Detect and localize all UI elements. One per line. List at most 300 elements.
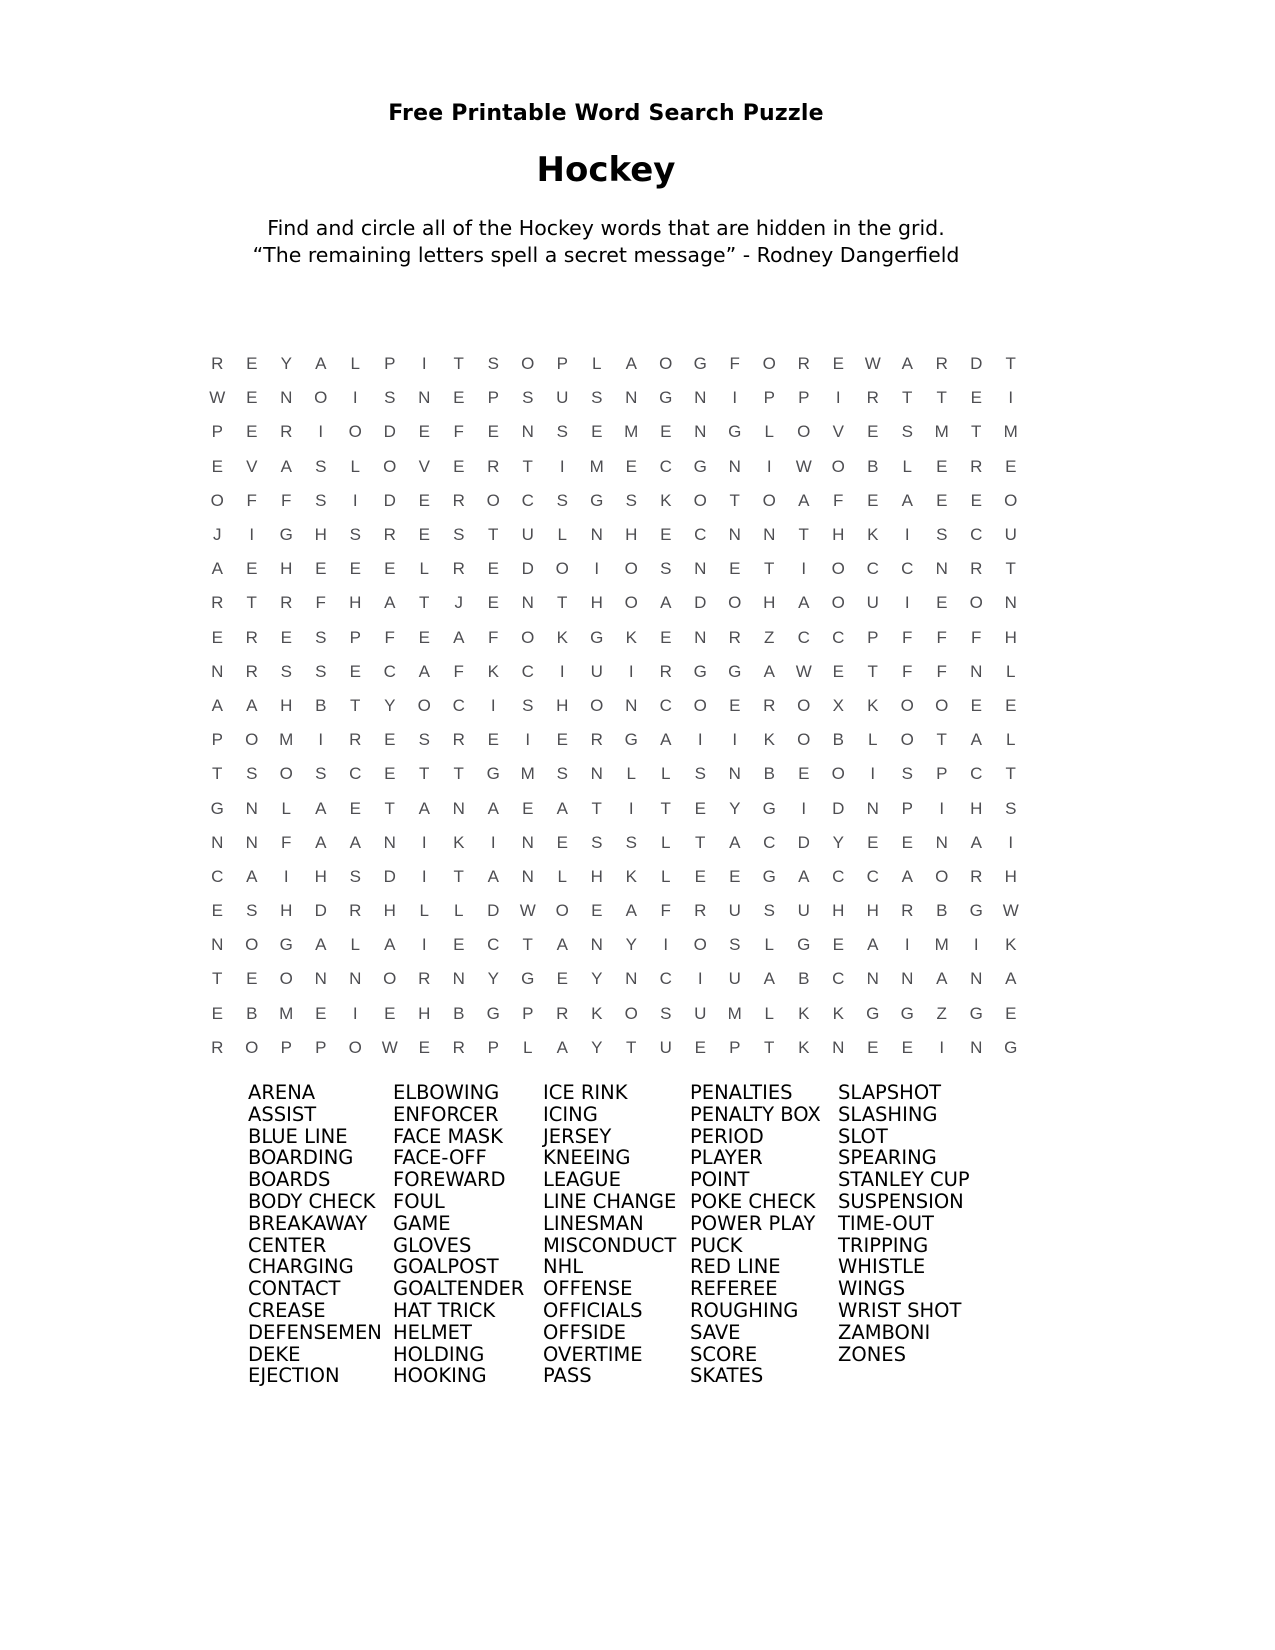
grid-letter-r20-c18: K	[798, 1003, 810, 1023]
word-list-item: NHL	[543, 1255, 584, 1279]
grid-letter-r19-c1: T	[212, 969, 223, 989]
grid-letter-r14-c13: I	[628, 798, 634, 818]
grid-letter-r17-c4: D	[314, 901, 327, 921]
grid-letter-r7-c17: T	[764, 559, 775, 579]
grid-letter-r8-c23: O	[969, 593, 983, 613]
grid-letter-r21-c4: P	[315, 1037, 327, 1057]
grid-letter-r3-c16: G	[728, 422, 742, 442]
grid-letter-r16-c18: A	[798, 866, 810, 886]
grid-letter-r16-c8: T	[453, 866, 464, 886]
grid-letter-r14-c10: E	[522, 798, 534, 818]
grid-letter-r4-c2: V	[246, 456, 258, 476]
grid-letter-r21-c20: E	[867, 1037, 879, 1057]
word-list-item: ENFORCER	[393, 1102, 499, 1126]
grid-letter-r18-c13: Y	[625, 935, 637, 955]
grid-letter-r19-c23: N	[970, 969, 983, 989]
grid-letter-r19-c9: Y	[487, 969, 499, 989]
grid-letter-r5-c17: O	[762, 490, 776, 510]
grid-letter-r8-c3: R	[280, 593, 293, 613]
grid-letter-r2-c12: S	[591, 388, 603, 408]
word-list-item: ROUGHING	[690, 1298, 799, 1322]
grid-letter-r11-c20: K	[867, 695, 879, 715]
grid-letter-r6-c21: I	[904, 525, 910, 545]
word-list-item: PERIOD	[690, 1124, 764, 1148]
word-list-item: REFEREE	[690, 1277, 778, 1301]
grid-letter-r1-c19: E	[832, 354, 844, 374]
grid-letter-r5-c1: O	[210, 490, 224, 510]
grid-letter-r18-c9: C	[487, 935, 500, 955]
grid-letter-r20-c13: O	[624, 1003, 638, 1023]
grid-letter-r14-c19: D	[832, 798, 845, 818]
grid-letter-r19-c15: I	[697, 969, 703, 989]
word-list-item: BOARDING	[248, 1146, 354, 1170]
grid-letter-r17-c7: L	[419, 901, 429, 921]
grid-letter-r10-c7: A	[418, 661, 430, 681]
grid-letter-r20-c24: E	[1005, 1003, 1017, 1023]
grid-letter-r8-c19: O	[831, 593, 845, 613]
grid-letter-r6-c10: U	[521, 525, 534, 545]
grid-letter-r21-c10: L	[523, 1037, 533, 1057]
grid-letter-r12-c14: A	[660, 730, 672, 750]
grid-letter-r2-c4: O	[314, 388, 328, 408]
grid-letter-r11-c4: B	[315, 695, 327, 715]
word-list-item: BOARDS	[248, 1168, 331, 1192]
grid-letter-r13-c3: O	[279, 764, 293, 784]
grid-letter-r12-c10: I	[525, 730, 531, 750]
grid-letter-r19-c12: Y	[591, 969, 603, 989]
word-list-item: TIME-OUT	[838, 1211, 934, 1235]
grid-letter-r8-c1: R	[211, 593, 224, 613]
grid-letter-r7-c12: I	[594, 559, 600, 579]
word-list-item: SAVE	[690, 1320, 741, 1344]
grid-letter-r21-c14: U	[659, 1037, 672, 1057]
grid-letter-r14-c18: I	[801, 798, 807, 818]
grid-letter-r10-c16: G	[728, 661, 742, 681]
grid-letter-r2-c6: S	[384, 388, 396, 408]
grid-letter-r12-c8: R	[452, 730, 465, 750]
instructions-line-2: “The remaining letters spell a secret message” - Rodney Dangerfield	[252, 243, 960, 267]
word-list-item: ASSIST	[248, 1102, 317, 1126]
grid-letter-r4-c14: C	[659, 456, 672, 476]
grid-letter-r7-c4: E	[315, 559, 327, 579]
grid-letter-r10-c8: F	[453, 661, 464, 681]
page-header: Free Printable Word Search Puzzle	[388, 101, 824, 126]
grid-letter-r1-c10: O	[521, 354, 535, 374]
grid-letter-r15-c4: A	[315, 832, 327, 852]
grid-letter-r9-c10: O	[521, 627, 535, 647]
grid-letter-r15-c12: S	[591, 832, 603, 852]
grid-letter-r1-c11: P	[556, 354, 568, 374]
grid-letter-r11-c10: S	[522, 695, 534, 715]
grid-letter-r20-c17: L	[764, 1003, 774, 1023]
grid-letter-r3-c1: P	[211, 422, 223, 442]
grid-letter-r8-c2: T	[246, 593, 257, 613]
grid-letter-r16-c6: D	[383, 866, 396, 886]
grid-letter-r13-c12: N	[590, 764, 603, 784]
grid-letter-r6-c20: K	[867, 525, 879, 545]
word-list-column-3	[543, 1082, 690, 1387]
grid-letter-r5-c18: A	[798, 490, 810, 510]
grid-letter-r6-c9: T	[488, 525, 499, 545]
grid-letter-r14-c2: N	[245, 798, 258, 818]
grid-letter-r5-c23: E	[970, 490, 982, 510]
grid-letter-r18-c23: I	[973, 935, 979, 955]
grid-letter-r20-c10: P	[522, 1003, 534, 1023]
grid-letter-r14-c23: H	[970, 798, 983, 818]
grid-letter-r12-c3: M	[279, 730, 294, 750]
grid-letter-r13-c22: P	[936, 764, 948, 784]
grid-letter-r16-c11: L	[557, 866, 567, 886]
word-list-item: GAME	[393, 1211, 451, 1235]
grid-letter-r17-c9: D	[487, 901, 500, 921]
grid-letter-r18-c22: M	[934, 935, 949, 955]
grid-letter-r16-c7: I	[421, 866, 427, 886]
grid-letter-r20-c15: U	[694, 1003, 707, 1023]
grid-letter-r19-c4: N	[314, 969, 327, 989]
grid-letter-r18-c14: I	[663, 935, 669, 955]
grid-letter-r20-c11: R	[556, 1003, 569, 1023]
grid-letter-r17-c5: R	[349, 901, 362, 921]
grid-letter-r1-c8: T	[453, 354, 464, 374]
grid-letter-r16-c22: O	[935, 866, 949, 886]
grid-letter-r6-c4: H	[314, 525, 327, 545]
grid-letter-r9-c19: C	[832, 627, 845, 647]
grid-letter-r20-c3: M	[279, 1003, 294, 1023]
grid-letter-r12-c23: A	[970, 730, 982, 750]
grid-letter-r20-c9: G	[486, 1003, 500, 1023]
grid-letter-r18-c15: O	[693, 935, 707, 955]
grid-letter-r10-c10: C	[521, 661, 534, 681]
grid-letter-r13-c1: T	[212, 764, 223, 784]
grid-letter-r7-c1: A	[211, 559, 223, 579]
grid-letter-r16-c21: A	[901, 866, 913, 886]
grid-letter-r17-c11: O	[555, 901, 569, 921]
grid-letter-r1-c20: W	[864, 354, 881, 374]
grid-letter-r10-c11: I	[559, 661, 565, 681]
grid-letter-r9-c5: P	[349, 627, 361, 647]
grid-letter-r5-c24: O	[1004, 490, 1018, 510]
grid-letter-r10-c14: R	[659, 661, 672, 681]
word-list-item: HAT TRICK	[393, 1298, 496, 1322]
grid-letter-r14-c3: L	[281, 798, 291, 818]
grid-letter-r3-c10: N	[521, 422, 534, 442]
grid-letter-r3-c2: E	[246, 422, 258, 442]
grid-letter-r10-c23: N	[970, 661, 983, 681]
grid-letter-r9-c15: N	[694, 627, 707, 647]
grid-letter-r16-c20: C	[866, 866, 879, 886]
grid-letter-r10-c17: A	[763, 661, 775, 681]
grid-letter-r9-c16: R	[728, 627, 741, 647]
word-list-item: SUSPENSION	[838, 1189, 964, 1213]
grid-letter-r19-c3: O	[279, 969, 293, 989]
grid-letter-r15-c22: N	[935, 832, 948, 852]
grid-letter-r7-c13: O	[624, 559, 638, 579]
word-list-item: DEKE	[248, 1342, 301, 1366]
grid-letter-r11-c14: C	[659, 695, 672, 715]
word-list-item: DEFENSEMEN	[248, 1320, 382, 1344]
grid-letter-r9-c14: E	[660, 627, 672, 647]
grid-letter-r3-c21: S	[901, 422, 913, 442]
grid-letter-r19-c5: N	[349, 969, 362, 989]
word-list-item: CENTER	[248, 1233, 327, 1257]
grid-letter-r1-c24: T	[1005, 354, 1016, 374]
grid-letter-r20-c8: B	[453, 1003, 465, 1023]
grid-letter-r15-c1: N	[211, 832, 224, 852]
word-list-column-4	[690, 1082, 838, 1387]
grid-letter-r8-c22: E	[936, 593, 948, 613]
grid-letter-r15-c3: F	[281, 832, 292, 852]
grid-letter-r9-c18: C	[797, 627, 810, 647]
grid-letter-r10-c1: N	[211, 661, 224, 681]
word-list-item: POKE CHECK	[690, 1189, 816, 1213]
grid-letter-r2-c20: R	[866, 388, 879, 408]
grid-letter-r14-c4: A	[315, 798, 327, 818]
grid-letter-r19-c14: C	[659, 969, 672, 989]
grid-letter-r12-c19: B	[832, 730, 844, 750]
grid-letter-r15-c18: D	[797, 832, 810, 852]
word-list-item: OFFSIDE	[543, 1320, 626, 1344]
word-list-item: TRIPPING	[838, 1233, 929, 1257]
grid-letter-r11-c17: R	[763, 695, 776, 715]
grid-letter-r6-c5: S	[349, 525, 361, 545]
grid-letter-r4-c22: E	[936, 456, 948, 476]
grid-letter-r10-c19: E	[832, 661, 844, 681]
grid-letter-r14-c16: Y	[729, 798, 741, 818]
word-list-item: SCORE	[690, 1342, 758, 1366]
grid-letter-r13-c7: T	[419, 764, 430, 784]
grid-letter-r1-c12: L	[592, 354, 602, 374]
grid-letter-r6-c12: N	[590, 525, 603, 545]
grid-letter-r16-c23: R	[970, 866, 983, 886]
grid-letter-r10-c5: E	[349, 661, 361, 681]
grid-letter-r15-c5: A	[349, 832, 361, 852]
grid-letter-r9-c24: H	[1004, 627, 1017, 647]
grid-letter-r13-c16: N	[728, 764, 741, 784]
grid-letter-r9-c6: F	[384, 627, 395, 647]
grid-letter-r18-c8: E	[453, 935, 465, 955]
grid-letter-r10-c6: C	[383, 661, 396, 681]
grid-letter-r19-c19: C	[832, 969, 845, 989]
grid-letter-r8-c7: T	[419, 593, 430, 613]
grid-letter-r10-c4: S	[315, 661, 327, 681]
grid-letter-r3-c11: S	[556, 422, 568, 442]
grid-letter-r9-c12: G	[590, 627, 604, 647]
grid-letter-r11-c7: O	[417, 695, 431, 715]
grid-letter-r8-c11: T	[557, 593, 568, 613]
grid-letter-r18-c4: A	[315, 935, 327, 955]
grid-letter-r14-c17: G	[762, 798, 776, 818]
grid-letter-r12-c22: T	[936, 730, 947, 750]
grid-letter-r17-c24: W	[1002, 901, 1019, 921]
grid-letter-r3-c8: F	[453, 422, 464, 442]
grid-letter-r3-c12: E	[591, 422, 603, 442]
grid-letter-r15-c9: I	[490, 832, 496, 852]
word-list-item: BREAKAWAY	[248, 1211, 368, 1235]
grid-letter-r6-c15: C	[694, 525, 707, 545]
grid-letter-r6-c19: H	[832, 525, 845, 545]
grid-letter-r10-c12: U	[590, 661, 603, 681]
grid-letter-r18-c11: A	[556, 935, 568, 955]
grid-letter-r7-c22: N	[935, 559, 948, 579]
grid-letter-r16-c2: A	[246, 866, 258, 886]
grid-letter-r20-c21: G	[900, 1003, 914, 1023]
grid-letter-r19-c8: N	[452, 969, 465, 989]
grid-letter-r2-c8: E	[453, 388, 465, 408]
grid-letter-r15-c14: L	[661, 832, 671, 852]
word-list-item: LINESMAN	[543, 1211, 644, 1235]
grid-letter-r20-c16: M	[727, 1003, 742, 1023]
grid-letter-r12-c17: K	[763, 730, 775, 750]
grid-letter-r8-c21: I	[904, 593, 910, 613]
grid-letter-r7-c11: O	[555, 559, 569, 579]
grid-letter-r6-c1: J	[213, 525, 222, 545]
grid-letter-r14-c14: T	[660, 798, 671, 818]
grid-letter-r18-c3: G	[279, 935, 293, 955]
grid-letter-r14-c7: A	[418, 798, 430, 818]
grid-letter-r16-c3: I	[283, 866, 289, 886]
grid-letter-r3-c23: T	[971, 422, 982, 442]
grid-letter-r5-c21: A	[901, 490, 913, 510]
grid-letter-r1-c5: L	[350, 354, 360, 374]
word-list-item: SLASHING	[838, 1102, 938, 1126]
grid-letter-r8-c12: H	[590, 593, 603, 613]
grid-letter-r10-c2: R	[245, 661, 258, 681]
grid-letter-r12-c4: I	[318, 730, 324, 750]
grid-letter-r11-c18: O	[797, 695, 811, 715]
word-list-item: FOUL	[393, 1189, 445, 1213]
grid-letter-r9-c21: F	[902, 627, 913, 647]
grid-letter-r6-c11: L	[557, 525, 567, 545]
word-list-item: PENALTY BOX	[690, 1102, 821, 1126]
grid-letter-r8-c9: E	[487, 593, 499, 613]
word-list-column-1	[248, 1082, 393, 1387]
grid-letter-r5-c9: O	[486, 490, 500, 510]
grid-letter-r11-c13: N	[625, 695, 638, 715]
grid-letter-r7-c14: S	[660, 559, 672, 579]
grid-letter-r15-c23: A	[970, 832, 982, 852]
grid-letter-r1-c14: O	[659, 354, 673, 374]
grid-letter-r17-c18: U	[797, 901, 810, 921]
grid-letter-r12-c15: I	[697, 730, 703, 750]
grid-letter-r19-c18: B	[798, 969, 810, 989]
grid-letter-r11-c15: O	[693, 695, 707, 715]
grid-letter-r17-c16: U	[728, 901, 741, 921]
grid-letter-r13-c19: O	[831, 764, 845, 784]
grid-letter-r7-c21: C	[901, 559, 914, 579]
grid-letter-r10-c22: F	[936, 661, 947, 681]
grid-letter-r8-c8: J	[454, 593, 463, 613]
grid-letter-r2-c24: I	[1008, 388, 1014, 408]
grid-letter-r15-c24: I	[1008, 832, 1014, 852]
grid-letter-r2-c23: E	[970, 388, 982, 408]
grid-letter-r19-c21: N	[901, 969, 914, 989]
grid-letter-r2-c2: E	[246, 388, 258, 408]
word-list-item: LINE CHANGE	[543, 1189, 677, 1213]
grid-letter-r21-c3: P	[280, 1037, 292, 1057]
grid-letter-r19-c7: R	[418, 969, 431, 989]
grid-letter-r2-c7: N	[418, 388, 431, 408]
grid-letter-r7-c10: D	[521, 559, 534, 579]
word-list-item: PENALTIES	[690, 1081, 793, 1104]
word-list-item: ARENA	[248, 1081, 316, 1104]
grid-letter-r9-c8: A	[453, 627, 465, 647]
grid-letter-r15-c6: N	[383, 832, 396, 852]
grid-letter-r4-c4: S	[315, 456, 327, 476]
grid-letter-r3-c4: I	[318, 422, 324, 442]
word-list-item: WINGS	[838, 1277, 906, 1301]
grid-letter-r18-c10: T	[522, 935, 533, 955]
grid-letter-r2-c14: G	[659, 388, 673, 408]
grid-letter-r18-c20: A	[867, 935, 879, 955]
grid-letter-r15-c7: I	[421, 832, 427, 852]
grid-letter-r4-c24: E	[1005, 456, 1017, 476]
grid-letter-r2-c10: S	[522, 388, 534, 408]
grid-letter-r17-c23: G	[969, 901, 983, 921]
grid-letter-r4-c18: W	[795, 456, 812, 476]
grid-letter-r2-c17: P	[763, 388, 775, 408]
grid-letter-r21-c1: R	[211, 1037, 224, 1057]
grid-letter-r13-c17: B	[763, 764, 775, 784]
grid-letter-r4-c23: R	[970, 456, 983, 476]
word-list-item: FACE-OFF	[393, 1146, 487, 1170]
grid-letter-r5-c11: S	[556, 490, 568, 510]
grid-letter-r1-c13: A	[625, 354, 637, 374]
grid-letter-r5-c20: E	[867, 490, 879, 510]
grid-letter-r17-c6: H	[383, 901, 396, 921]
grid-letter-r9-c3: E	[280, 627, 292, 647]
grid-letter-r12-c18: O	[797, 730, 811, 750]
grid-letter-r18-c2: O	[245, 935, 259, 955]
grid-letter-r20-c20: G	[866, 1003, 880, 1023]
grid-letter-r16-c19: C	[832, 866, 845, 886]
grid-letter-r5-c15: O	[693, 490, 707, 510]
grid-letter-r21-c24: G	[1004, 1037, 1018, 1057]
grid-letter-r17-c14: F	[660, 901, 671, 921]
grid-letter-r16-c15: E	[694, 866, 706, 886]
grid-letter-r18-c12: N	[590, 935, 603, 955]
grid-letter-r6-c16: N	[728, 525, 741, 545]
grid-letter-r9-c20: P	[867, 627, 879, 647]
grid-letter-r11-c5: T	[350, 695, 361, 715]
grid-letter-r14-c24: S	[1005, 798, 1017, 818]
grid-letter-r18-c24: K	[1005, 935, 1017, 955]
grid-letter-r5-c3: F	[281, 490, 292, 510]
grid-letter-r17-c1: E	[211, 901, 223, 921]
word-list-item: OVERTIME	[543, 1342, 643, 1366]
grid-letter-r17-c2: S	[246, 901, 258, 921]
word-list-item: PUCK	[690, 1233, 743, 1257]
grid-letter-r17-c22: B	[936, 901, 948, 921]
puzzle-title: Hockey	[536, 150, 676, 190]
grid-letter-r13-c2: S	[246, 764, 258, 784]
grid-letter-r16-c17: G	[762, 866, 776, 886]
grid-letter-r13-c5: C	[349, 764, 362, 784]
grid-letter-r1-c7: I	[421, 354, 427, 374]
grid-letter-r21-c12: Y	[591, 1037, 603, 1057]
grid-letter-r1-c2: E	[246, 354, 258, 374]
grid-letter-r5-c16: T	[729, 490, 740, 510]
grid-letter-r5-c5: I	[352, 490, 358, 510]
grid-letter-r10-c3: S	[280, 661, 292, 681]
grid-letter-r4-c17: I	[766, 456, 772, 476]
grid-letter-r18-c21: I	[904, 935, 910, 955]
grid-letter-r8-c13: O	[624, 593, 638, 613]
grid-letter-r18-c18: G	[797, 935, 811, 955]
grid-letter-r2-c18: P	[798, 388, 810, 408]
grid-letter-r21-c2: O	[245, 1037, 259, 1057]
grid-letter-r13-c14: L	[661, 764, 671, 784]
grid-letter-r8-c24: N	[1004, 593, 1017, 613]
